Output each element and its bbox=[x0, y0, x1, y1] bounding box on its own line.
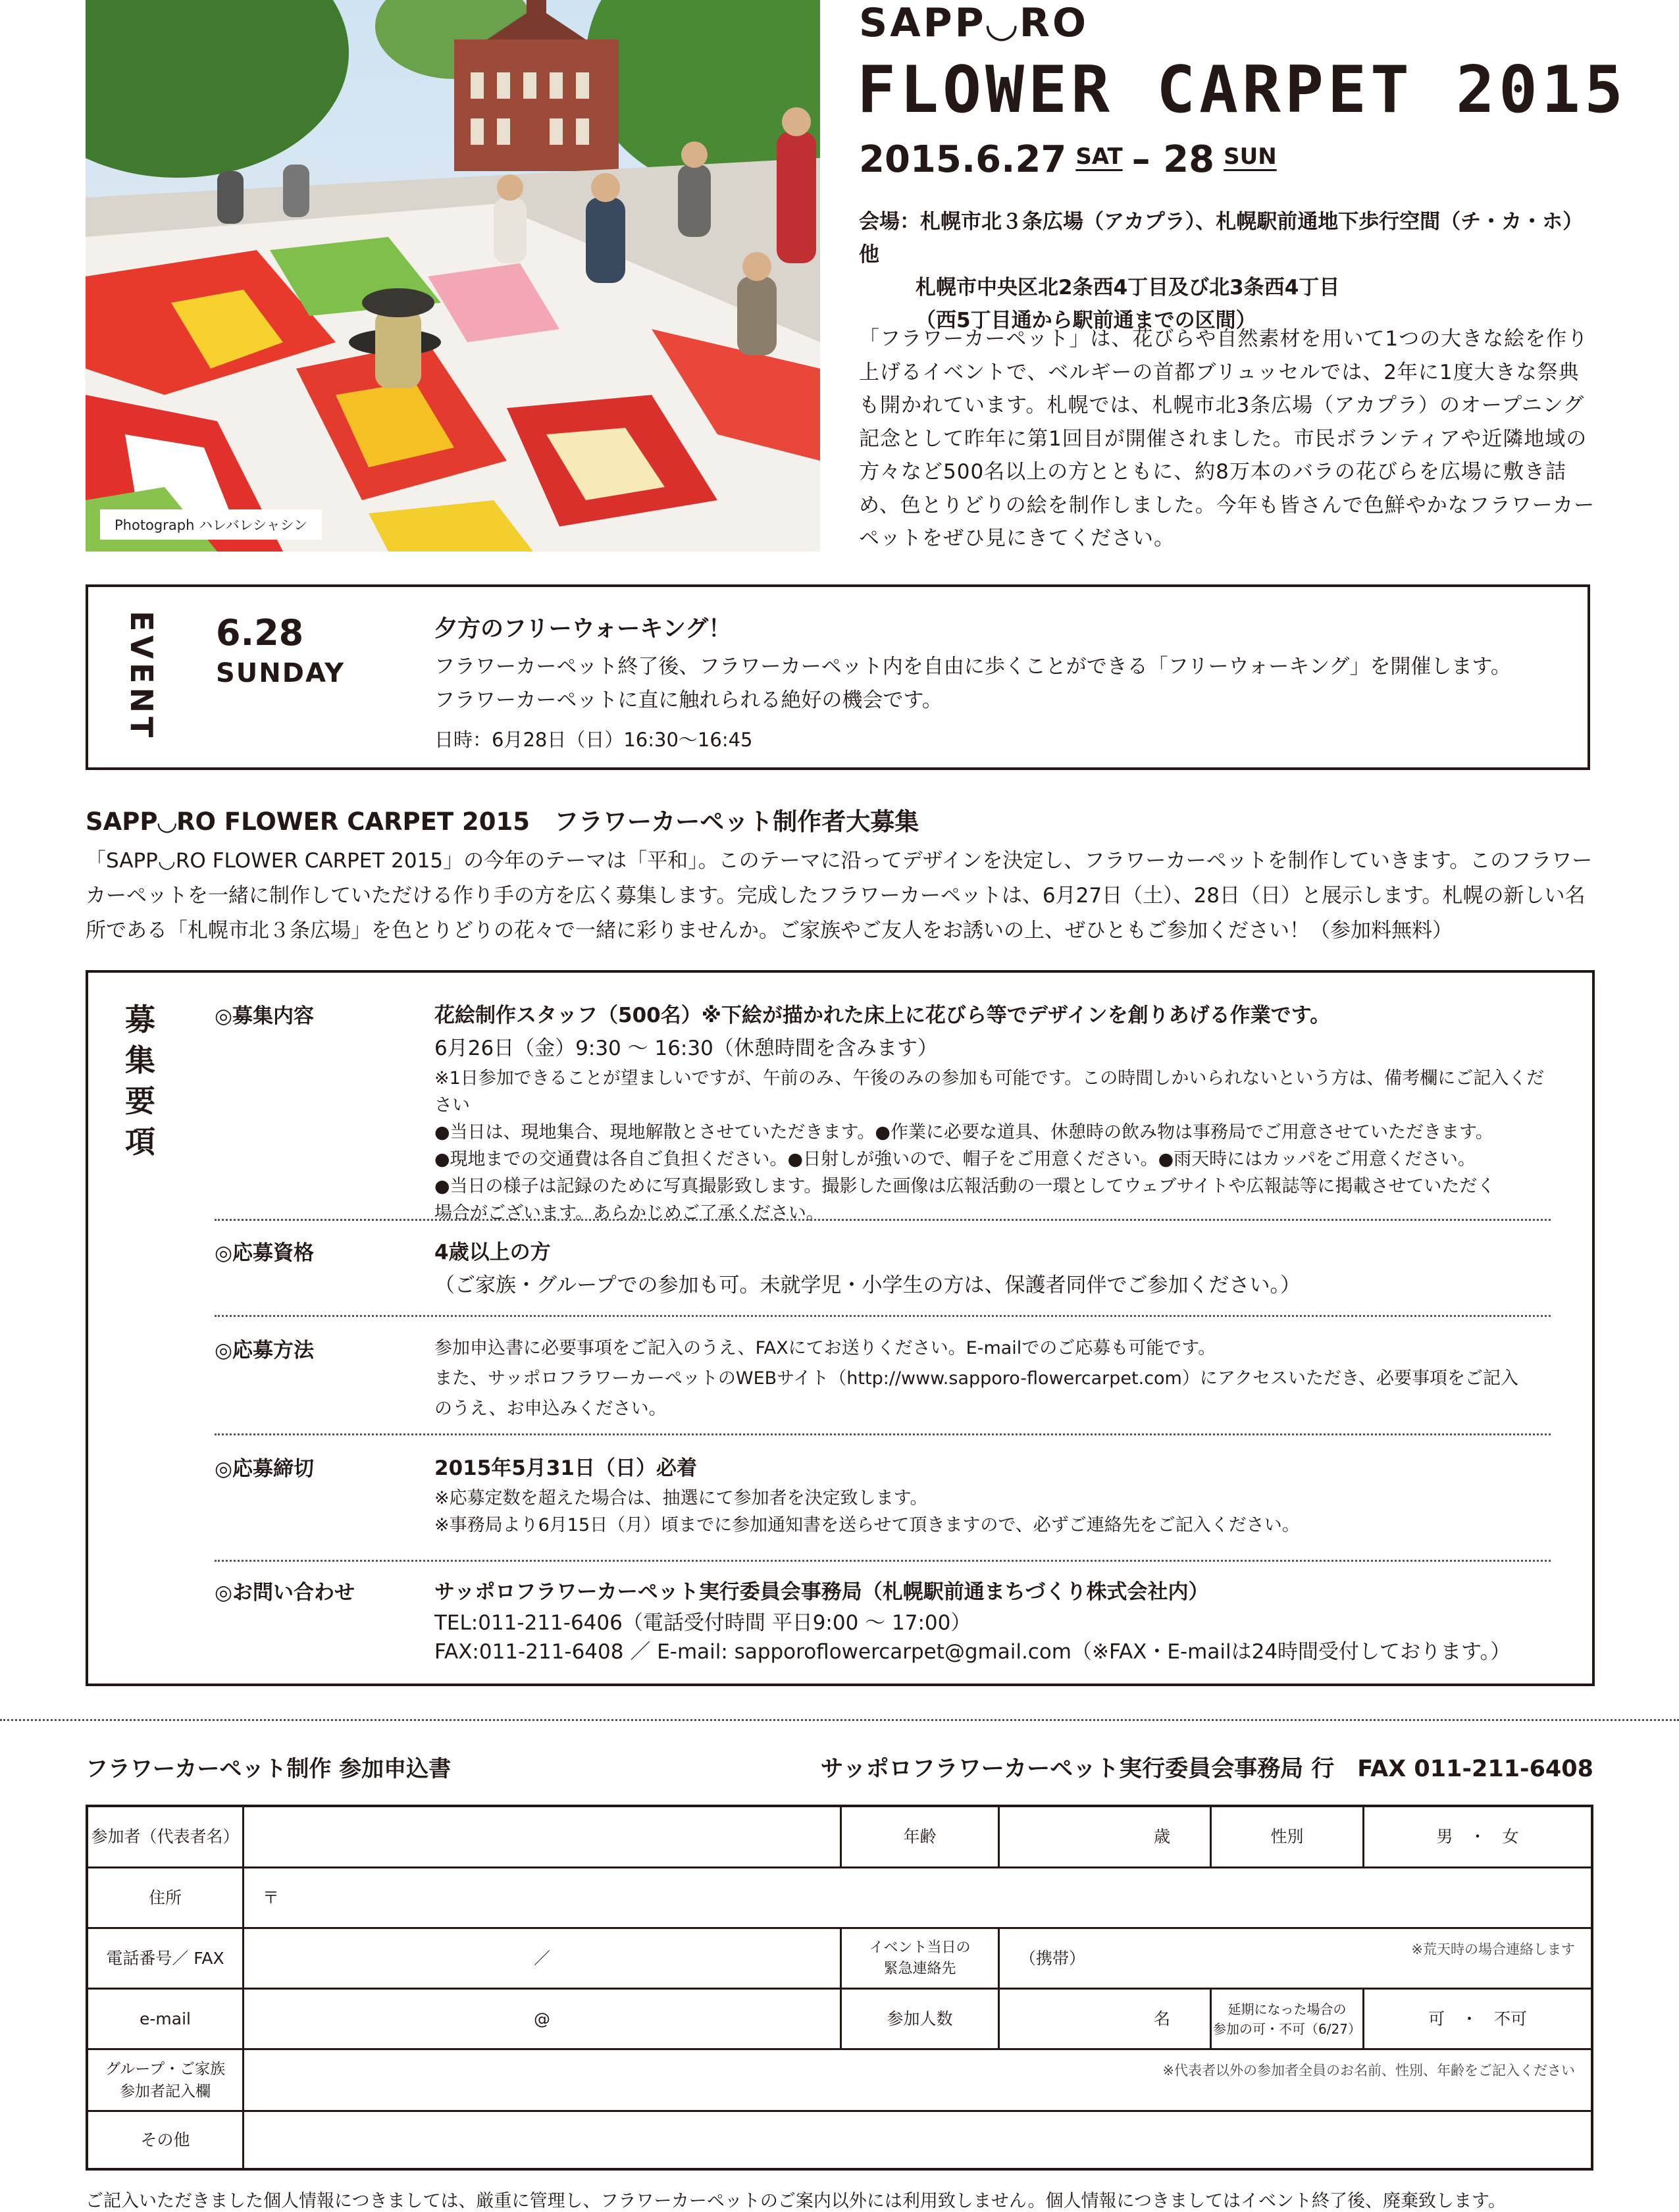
event-photo bbox=[86, 0, 820, 552]
venue bbox=[859, 205, 1596, 337]
date-start: 2015.6.27 bbox=[859, 138, 1067, 181]
logo-sapporo: SAPP◡RO bbox=[859, 0, 1089, 46]
cut-line bbox=[0, 1719, 1679, 1721]
group-label-1: グループ・ご家族 bbox=[105, 2060, 226, 2078]
event-box bbox=[86, 584, 1590, 770]
count-label: 参加人数 bbox=[887, 2009, 953, 2028]
req-content-note-3: ●現地までの交通費は各自ご負担ください。●日射しが強いので、帽子をご用意ください。●雨天時にはカッパをご用意ください。 bbox=[434, 1149, 1476, 1170]
req-contact-tel: TEL:011-211-6406（電話受付時間 平日9:00 〜 17:00） bbox=[434, 1611, 971, 1635]
address-label: 住所 bbox=[148, 1888, 182, 1907]
group-label-2: 参加者記入欄 bbox=[120, 2082, 211, 2100]
logo-flower-carpet: FLOWER CARPET 2015 bbox=[857, 53, 1628, 128]
phone-label: 電話番号／ FAX bbox=[106, 1948, 224, 1968]
address-input[interactable] bbox=[244, 1868, 1591, 1927]
req-deadline-note-1: ※応募定数を超えた場合は、抽選にて参加者を決定致します。 bbox=[434, 1488, 928, 1508]
req-contact-fax-email: FAX:011-211-6408 ／ E-mail: sapporoflowercarpet@gmail.com（※FAX・E-mailは24時間受付しております。） bbox=[434, 1640, 1511, 1664]
postpone-options[interactable]: 可 ・ 不可 bbox=[1428, 2009, 1527, 2028]
req-content-time: 6月26日（金）9:30 〜 16:30（休憩時間を含みます） bbox=[434, 1037, 938, 1060]
group-label bbox=[88, 2050, 242, 2110]
req-contact-main: サッポロフラワーカーペット実行委員会事務局（札幌駅前通まちづくり株式会社内） bbox=[434, 1580, 1209, 1604]
venue-line-2: 札幌市中央区北2条西4丁目及び北3条西4丁目 bbox=[916, 276, 1340, 299]
form-title: フラワーカーペット制作 参加申込書 bbox=[86, 1756, 452, 1782]
emergency-label bbox=[842, 1929, 998, 1988]
req-content-head: ◎募集内容 bbox=[215, 1004, 315, 1028]
req-content-note-5: 場合がございます。あらかじめご了承ください。 bbox=[434, 1203, 824, 1223]
emergency-label-2: 緊急連絡先 bbox=[883, 1960, 956, 1977]
group-note: ※代表者以外の参加者全員のお名前、性別、年齢をご記入ください bbox=[1162, 2063, 1575, 2078]
postpone-label-1: 延期になった場合の bbox=[1227, 2001, 1347, 2017]
email-input[interactable] bbox=[244, 1990, 840, 2048]
gender-label: 性別 bbox=[1270, 1827, 1304, 1846]
req-deadline-head: ◎応募締切 bbox=[215, 1457, 315, 1481]
participant-input[interactable] bbox=[244, 1807, 840, 1866]
separator bbox=[215, 1315, 1551, 1317]
participant-label: 参加者（代表者名） bbox=[91, 1827, 240, 1846]
mobile-label: （携帯） bbox=[1020, 1948, 1086, 1968]
venue-line-3: （西5丁目通から駅前通までの区間） bbox=[916, 309, 1256, 332]
phone-input[interactable] bbox=[244, 1929, 840, 1988]
recruit-body: 「SAPP◡RO FLOWER CARPET 2015」の今年のテーマは「平和」。このテーマに沿ってデザインを決定し、フラワーカーペットを制作していきます。このフラワーカーペットを一緒に制作していただける作り手の方を広く募集します。完成したフラワーカーペットは、6月27日（土）、28日（日）と展示します。札幌の新しい名所である「札幌市北３条広場」を色とりどりの花々で一緒に彩りませんか。ご家族やご友人をお誘いの上、ぜひともご参加ください！（参加料無料） bbox=[86, 849, 1593, 942]
req-content-note-2: ●当日は、現地集合、現地解散とさせていただきます。●作業に必要な道具、休憩時の飲み物は事務局でご用意させていただきます。 bbox=[434, 1122, 1493, 1143]
age-input[interactable] bbox=[1000, 1807, 1210, 1866]
req-method-line-3: のうえ、お申込みください。 bbox=[434, 1399, 667, 1419]
separator bbox=[215, 1433, 1551, 1435]
gender-options[interactable]: 男 ・ 女 bbox=[1436, 1827, 1519, 1846]
req-content-main: 花絵制作スタッフ（500名）※下絵が描かれた床上に花びら等でデザインを創りあげる作業です。 bbox=[434, 1004, 1331, 1027]
req-method-head: ◎応募方法 bbox=[215, 1339, 315, 1362]
age-label: 年齢 bbox=[903, 1827, 937, 1846]
requirements-label: 募集要項 bbox=[125, 1002, 155, 1160]
req-deadline-main: 2015年5月31日（日）必着 bbox=[434, 1456, 697, 1480]
req-method-line-1: 参加申込書に必要事項をご記入のうえ、FAXにてお送りください。E-mailでのご応募も可能です。 bbox=[434, 1338, 1216, 1358]
req-method-line-2: また、サッポロフラワーカーペットのWEBサイト（http://www.sapporo-flowercarpet.com）にアクセスいただき、必要事項をご記入 bbox=[434, 1368, 1518, 1389]
req-content-note-4: ●当日の様子は記録のために写真撮影致します。撮影した画像は広報活動の一環としてウェブサイトや広報誌等に掲載させていただく bbox=[434, 1176, 1495, 1196]
event-desc-line-1: フラワーカーペット終了後、フラワーカーペット内を自由に歩くことができる「フリーウォーキング」を開催します。 bbox=[434, 655, 1511, 679]
event-desc-line-2: フラワーカーペットに直に触れられる絶好の機会です。 bbox=[434, 688, 943, 712]
email-at: @ bbox=[534, 2009, 550, 2028]
req-contact-head: ◎お問い合わせ bbox=[215, 1581, 355, 1605]
email-label: e-mail bbox=[140, 2009, 191, 2028]
count-input[interactable] bbox=[1000, 1990, 1210, 2048]
flower-carpet-photo bbox=[86, 0, 820, 552]
postpone-label-2: 参加の可・不可（6/27） bbox=[1213, 2020, 1361, 2037]
group-input[interactable] bbox=[244, 2050, 1591, 2110]
phone-separator: ／ bbox=[533, 1948, 550, 1968]
application-form bbox=[86, 1805, 1593, 2171]
venue-line-1: 会場：札幌市北３条広場（アカプラ）、札幌駅前通地下歩行空間（チ・カ・ホ）他 bbox=[859, 210, 1584, 267]
postpone-label bbox=[1212, 1990, 1362, 2048]
event-dates bbox=[859, 138, 1286, 181]
event-time: 日時：6月28日（日）16:30〜16:45 bbox=[434, 729, 753, 751]
other-input[interactable] bbox=[244, 2112, 1591, 2168]
form-recipient: サッポロフラワーカーペット実行委員会事務局 行 FAX 011-211-6408 bbox=[820, 1756, 1593, 1782]
event-date: 6.28 bbox=[216, 612, 304, 654]
req-deadline-note-2: ※事務局より6月15日（月）頃までに参加通知書を送らせて頂きますので、必ずご連絡先をご記入ください。 bbox=[434, 1515, 1300, 1535]
rain-note: ※荒天時の場合連絡します bbox=[1411, 1942, 1575, 1957]
emergency-label-1: イベント当日の bbox=[869, 1939, 971, 1956]
req-qual-note: （ご家族・グループでの参加も可。未就学児・小学生の方は、保護者同伴でご参加ください。） bbox=[434, 1273, 1301, 1297]
requirements-box bbox=[86, 970, 1595, 1686]
privacy-note: ご記入いただきました個人情報につきましては、厳重に管理し、フラワーカーペットのご案内以外には利用致しません。個人情報につきましてはイベント終了後、廃棄致します。 bbox=[86, 2191, 1506, 2211]
age-unit: 歳 bbox=[1153, 1827, 1170, 1846]
recruit-title: SAPP◡RO FLOWER CARPET 2015 フラワーカーペット制作者大募集 bbox=[86, 808, 919, 836]
postal-mark: 〒 bbox=[263, 1888, 280, 1907]
photo-credit: Photograph ハレバレシャシン bbox=[100, 509, 322, 540]
intro-text: 「フラワーカーペット」は、花びらや自然素材を用いて1つの大きな絵を作り上げるイベントで、ベルギーの首都ブリュッセルでは、2年に1度大きな祭典も開かれています。札幌では、札幌市北3条広場（アカプラ）のオープニング記念として昨年に第1回目が開催されました。市民ボランティアや近隣地域の方々など500名以上の方とともに、約8万本のバラの花びらを広場に敷き詰め、色とりどりの絵を制作しました。今年も皆さんで色鮮やかなフラワーカーペットをぜひ見にきてください。 bbox=[859, 327, 1595, 550]
event-description bbox=[434, 650, 1553, 717]
dow-end: SUN bbox=[1224, 143, 1277, 170]
req-content-note-1: ※1日参加できることが望ましいですが、午前のみ、午後のみの参加も可能です。この時間しかいられないという方は、備考欄にご記入ください bbox=[434, 1068, 1545, 1116]
separator bbox=[215, 1560, 1551, 1562]
event-day: SUNDAY bbox=[216, 658, 346, 688]
req-qual-head: ◎応募資格 bbox=[215, 1241, 315, 1265]
date-separator: – 28 bbox=[1131, 138, 1215, 181]
count-unit: 名 bbox=[1153, 2009, 1170, 2028]
event-title: 夕方のフリーウォーキング！ bbox=[434, 616, 732, 642]
separator bbox=[215, 1219, 1551, 1221]
req-qual-main: 4歳以上の方 bbox=[434, 1241, 551, 1264]
event-label: EVENT bbox=[124, 611, 159, 742]
other-label: その他 bbox=[140, 2130, 190, 2149]
dow-start: SAT bbox=[1075, 143, 1123, 170]
